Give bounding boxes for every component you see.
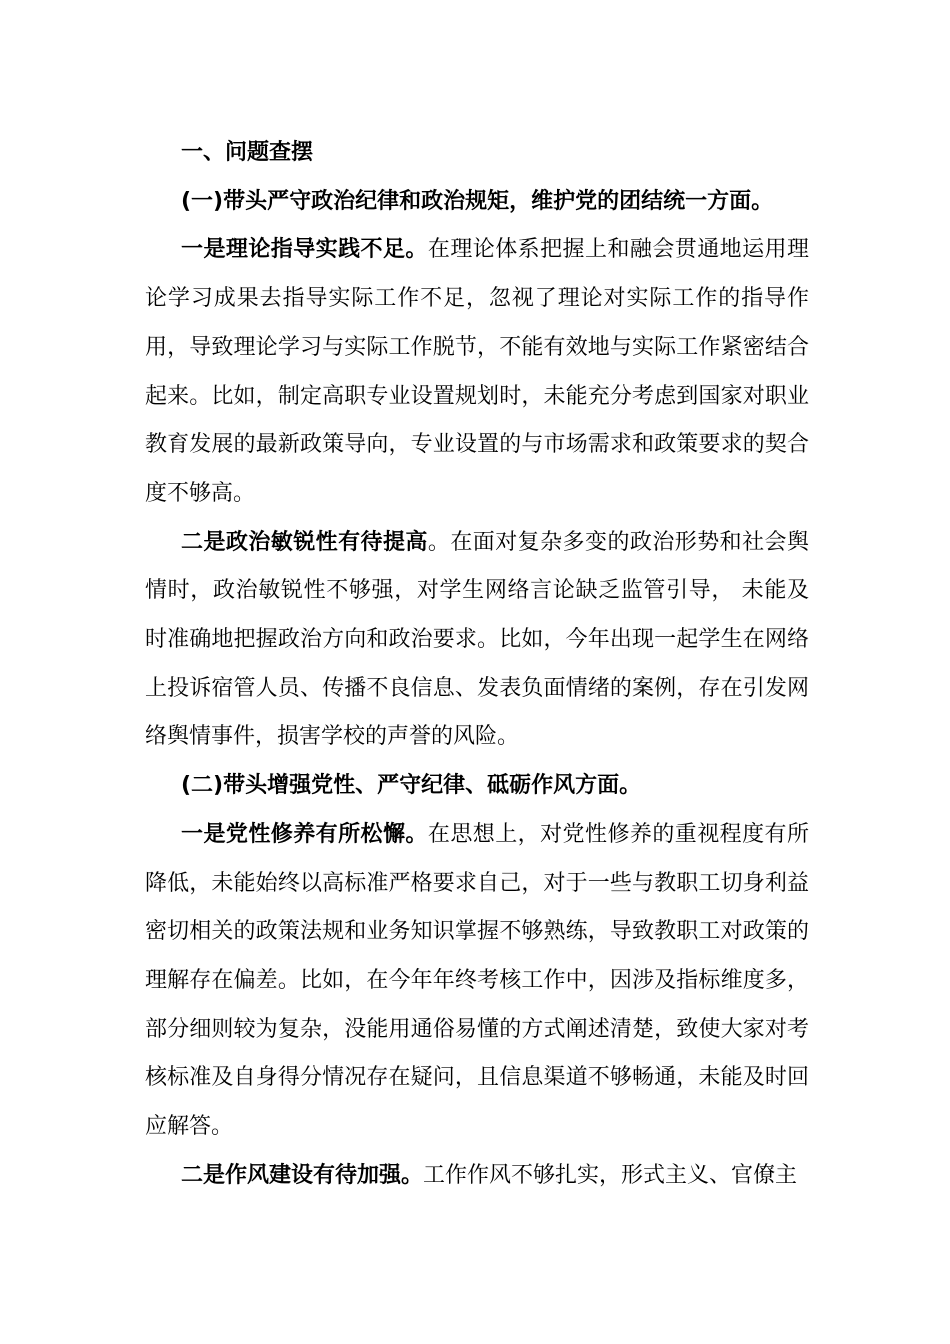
- paragraph-work-style: [145, 1152, 809, 1201]
- paragraph-text: 。在面对复杂多变的政治形势和社会舆情时，政治敏锐性不够强，对学生网络言论缺乏监管引导， 未能及时准确地把握政治方向和政治要求。比如，今年出现一起学生在网络上投诉宿管人员、传播不良信息、发表负面情绪的案例，存在引发网络舆情事件，损害学校的声誉的风险。: [145, 529, 809, 750]
- paragraph-political-sensitivity: [145, 519, 809, 763]
- section-title: 一、问题查摆: [181, 140, 314, 165]
- paragraph-text: 工作作风不够扎实，形式主义、官僚主: [423, 1162, 798, 1188]
- subsection-heading-2: (二)带头增强党性、严守纪律、砥砺作风方面。: [181, 773, 642, 799]
- subsection-heading-1: (一)带头严守政治纪律和政治规矩，维护党的团结统一方面。: [181, 188, 774, 214]
- paragraph-party-spirit: [145, 811, 809, 1152]
- paragraph-theory-practice: [145, 226, 809, 518]
- paragraph-lead: 一是理论指导实践不足。: [181, 237, 428, 263]
- paragraph-text: 在思想上，对党性修养的重视程度有所降低，未能始终以高标准严格要求自己，对于一些与教职工切身利益密切相关的政策法规和业务知识掌握不够熟练，导致教职工对政策的理解存在偏差。比如，在今年年终考核工作中，因涉及指标维度多，部分细则较为复杂，没能用通俗易懂的方式阐述清楚，致使大家对考核标准及自身得分情况存在疑问，且信息渠道不够畅通，未能及时回应解答。: [145, 821, 809, 1140]
- paragraph-lead: 二是作风建设有待加强。: [181, 1162, 424, 1188]
- paragraph-lead: 一是党性修养有所松懈。: [181, 821, 428, 847]
- document-body: [145, 129, 809, 1200]
- paragraph-lead: 二是政治敏锐性有待提高: [181, 529, 428, 555]
- paragraph-text: 在理论体系把握上和融会贯通地运用理论学习成果去指导实际工作不足，忽视了理论对实际工作的指导作用，导致理论学习与实际工作脱节，不能有效地与实际工作紧密结合起来。比如，制定高职专业设置规划时，未能充分考虑到国家对职业教育发展的最新政策导向，专业设置的与市场需求和政策要求的契合度不够高。: [145, 237, 809, 506]
